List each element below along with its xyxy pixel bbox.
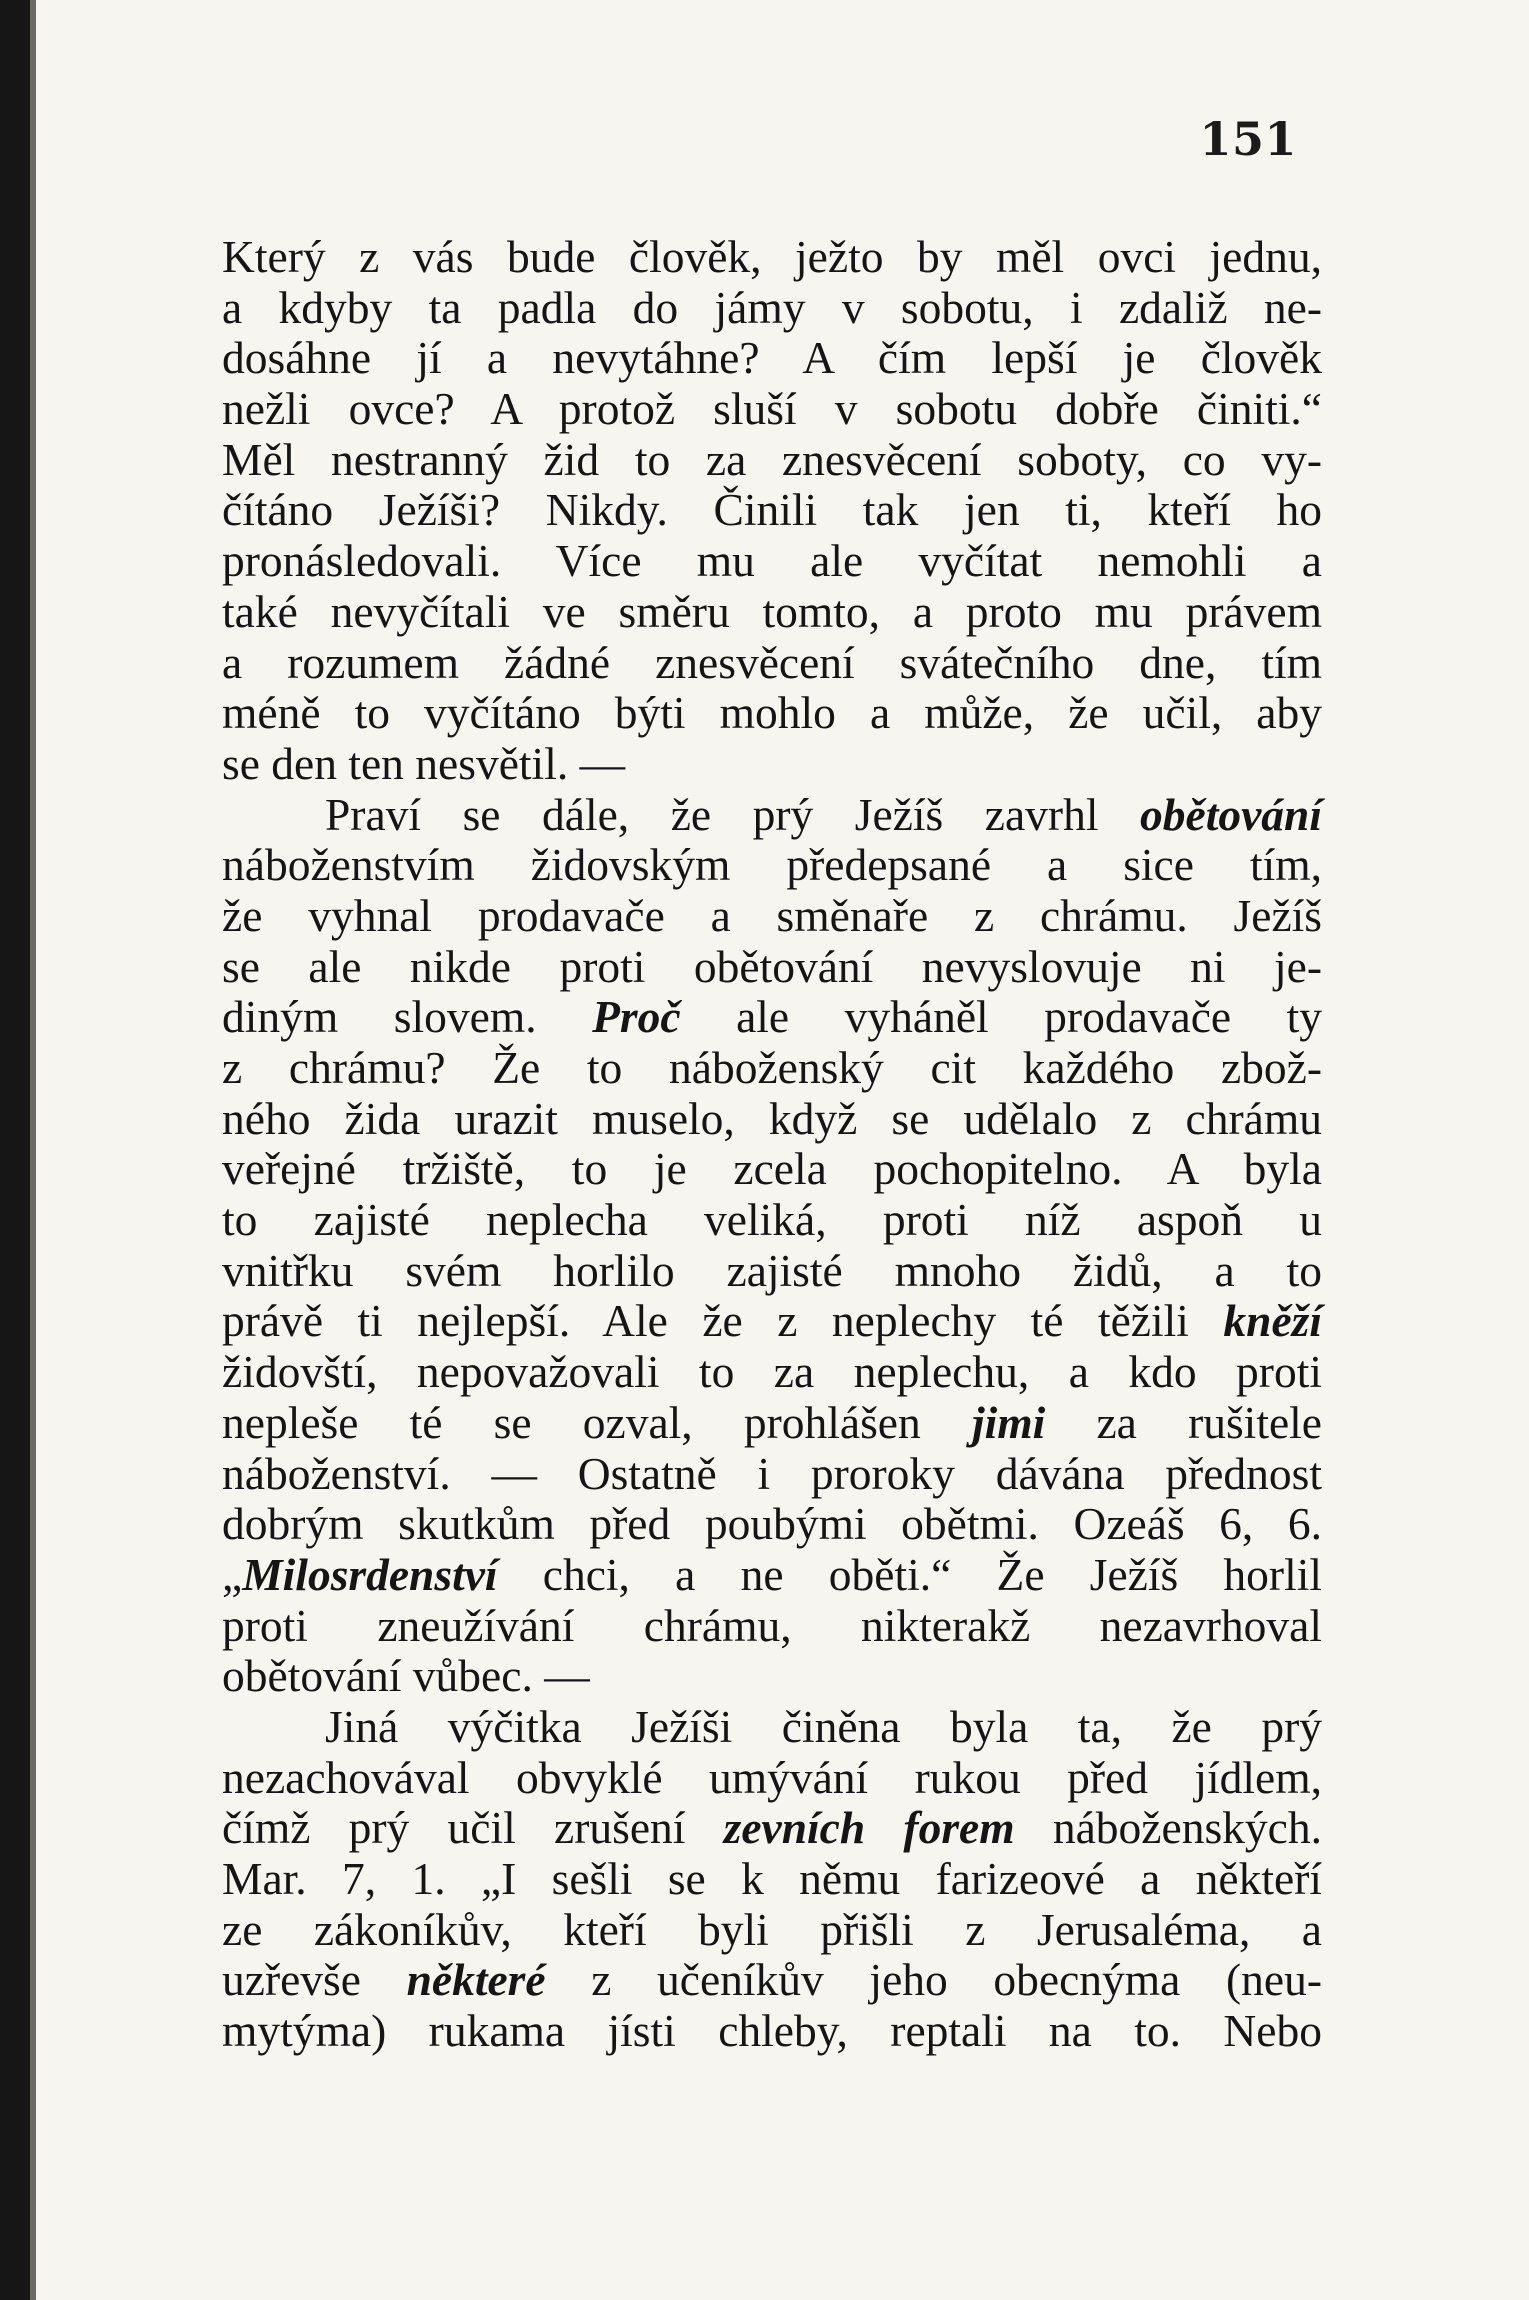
text-run: a kdyby ta padla do jámy v sobotu, i zdaliž ne- <box>222 281 1322 333</box>
text-run: ného žida urazit muselo, když se udělalo z chrámu <box>222 1092 1322 1144</box>
text-run: také nevyčítali ve směru tomto, a proto mu právem <box>222 585 1322 637</box>
text-line <box>222 840 1322 891</box>
text-run: obětování vůbec. — <box>222 1650 590 1702</box>
emphasis-text: Milosrdenství <box>242 1548 498 1600</box>
text-run: veřejné tržiště, to je zcela pochopitelno. A byla <box>222 1143 1322 1195</box>
text-line <box>222 536 1322 587</box>
text-run: Jiná výčitka Ježíši činěna byla ta, že prý <box>325 1700 1322 1752</box>
text-run: to zajisté neplecha veliká, proti níž aspoň u <box>222 1194 1322 1246</box>
page-edge <box>30 0 36 2300</box>
text-run: a rozumem žádné znesvěcení svátečního dne, tím <box>222 636 1322 688</box>
text-line <box>222 1651 1322 1702</box>
text-line <box>222 1803 1322 1854</box>
emphasis-text: jimi <box>971 1396 1046 1448</box>
text-line <box>222 1955 1322 2006</box>
text-run: z chrámu? Že to náboženský cit každého zbož- <box>222 1042 1322 1093</box>
text-line <box>222 333 1322 384</box>
text-run: dosáhne jí a nevytáhne? A čím lepší je člověk <box>222 332 1322 384</box>
text-run: čímž prý učil zrušení <box>222 1802 724 1854</box>
text-run: méně to vyčítáno býti mohlo a může, že učil, aby <box>222 687 1322 739</box>
text-line <box>222 1043 1322 1094</box>
text-run: náboženstvím židovským předepsané a sice tím, <box>222 839 1322 891</box>
text-line <box>222 891 1322 942</box>
text-run: nepleše té se ozval, prohlášen <box>222 1396 972 1448</box>
emphasis-text: obětování <box>1140 788 1322 840</box>
text-run: za rušitele <box>1045 1396 1322 1448</box>
text-run: ze zákoníkův, kteří byli přišli z Jerusaléma, a <box>222 1903 1322 1955</box>
text-run: mytýma) rukama jísti chleby, reptali na to. Nebo <box>222 2005 1322 2057</box>
text-line <box>222 1398 1322 1449</box>
text-line <box>222 384 1322 435</box>
text-run: chci, a ne oběti.“ Že Ježíš horlil <box>497 1548 1322 1600</box>
text-run: náboženských. <box>1014 1802 1322 1854</box>
emphasis-text: zevních forem <box>723 1802 1015 1854</box>
emphasis-text: Proč <box>592 991 681 1043</box>
text-run: Praví se dále, že prý Ježíš zavrhl <box>325 788 1141 840</box>
text-line <box>222 1854 1322 1905</box>
text-line <box>222 1499 1322 1550</box>
text-line <box>222 1347 1322 1398</box>
text-run: „ <box>222 1548 243 1600</box>
page-number: 151 <box>1199 112 1297 166</box>
text-line <box>222 1753 1322 1804</box>
text-run: vnitřku svém horlilo zajisté mnoho židů, a to <box>222 1244 1322 1296</box>
text-run: uzřevše <box>222 1954 407 2006</box>
emphasis-text: kněží <box>1223 1295 1322 1347</box>
text-line <box>222 1094 1322 1145</box>
text-line <box>222 2006 1322 2057</box>
text-line <box>222 1449 1322 1500</box>
text-run: právě ti nejlepší. Ale že z neplechy té těžili <box>222 1295 1224 1347</box>
text-run: se ale nikde proti obětování nevyslovuje ni je- <box>222 940 1322 992</box>
text-line <box>222 283 1322 334</box>
text-line <box>222 739 1322 790</box>
text-line <box>222 1246 1322 1297</box>
text-line <box>222 638 1322 689</box>
text-line <box>222 1702 1322 1753</box>
text-line <box>222 435 1322 486</box>
text-line <box>222 1905 1322 1956</box>
text-run: že vyhnal prodavače a směnaře z chrámu. Ježíš <box>222 889 1322 941</box>
text-line <box>222 1550 1322 1601</box>
text-run: se den ten nesvětil. — <box>222 737 626 789</box>
text-run: nezachovával obvyklé umývání rukou před jídlem, <box>222 1751 1322 1803</box>
text-line <box>222 942 1322 993</box>
text-line <box>222 232 1322 283</box>
text-line <box>222 1296 1322 1347</box>
text-line <box>222 1144 1322 1195</box>
text-run: nežli ovce? A protož sluší v sobotu dobře činiti.“ <box>222 383 1322 435</box>
text-line <box>222 485 1322 536</box>
book-page <box>30 0 1529 2300</box>
text-run: z učeníkův jeho obecnýma (neu- <box>545 1954 1322 2006</box>
text-run: ale vyháněl prodavače ty <box>680 991 1323 1043</box>
text-line <box>222 992 1322 1043</box>
text-run: Mar. 7, 1. „I sešli se k němu farizeové a někteří <box>222 1853 1322 1904</box>
text-line <box>222 790 1322 841</box>
text-run: proti zneužívání chrámu, nikterakž nezavrhoval <box>222 1599 1322 1651</box>
text-run: židovští, nepovažovali to za neplechu, a kdo proti <box>222 1346 1322 1398</box>
text-run: čítáno Ježíši? Nikdy. Činili tak jen ti, kteří ho <box>222 484 1322 536</box>
text-line <box>222 587 1322 638</box>
text-line <box>222 1195 1322 1246</box>
text-run: pronásledovali. Více mu ale vyčítat nemohli a <box>222 535 1322 587</box>
text-line <box>222 688 1322 739</box>
text-run: Který z vás bude člověk, ježto by měl ovci jednu, <box>222 231 1322 282</box>
text-run: náboženství. — Ostatně i proroky dávána přednost <box>222 1447 1322 1499</box>
text-line <box>222 1601 1322 1652</box>
emphasis-text: některé <box>406 1954 546 2006</box>
text-run: diným slovem. <box>222 991 593 1043</box>
body-text <box>222 232 1322 2057</box>
text-run: Měl nestranný žid to za znesvěcení soboty, co vy- <box>222 433 1322 485</box>
text-run: dobrým skutkům před poubými obětmi. Ozeáš 6, 6. <box>222 1498 1322 1550</box>
